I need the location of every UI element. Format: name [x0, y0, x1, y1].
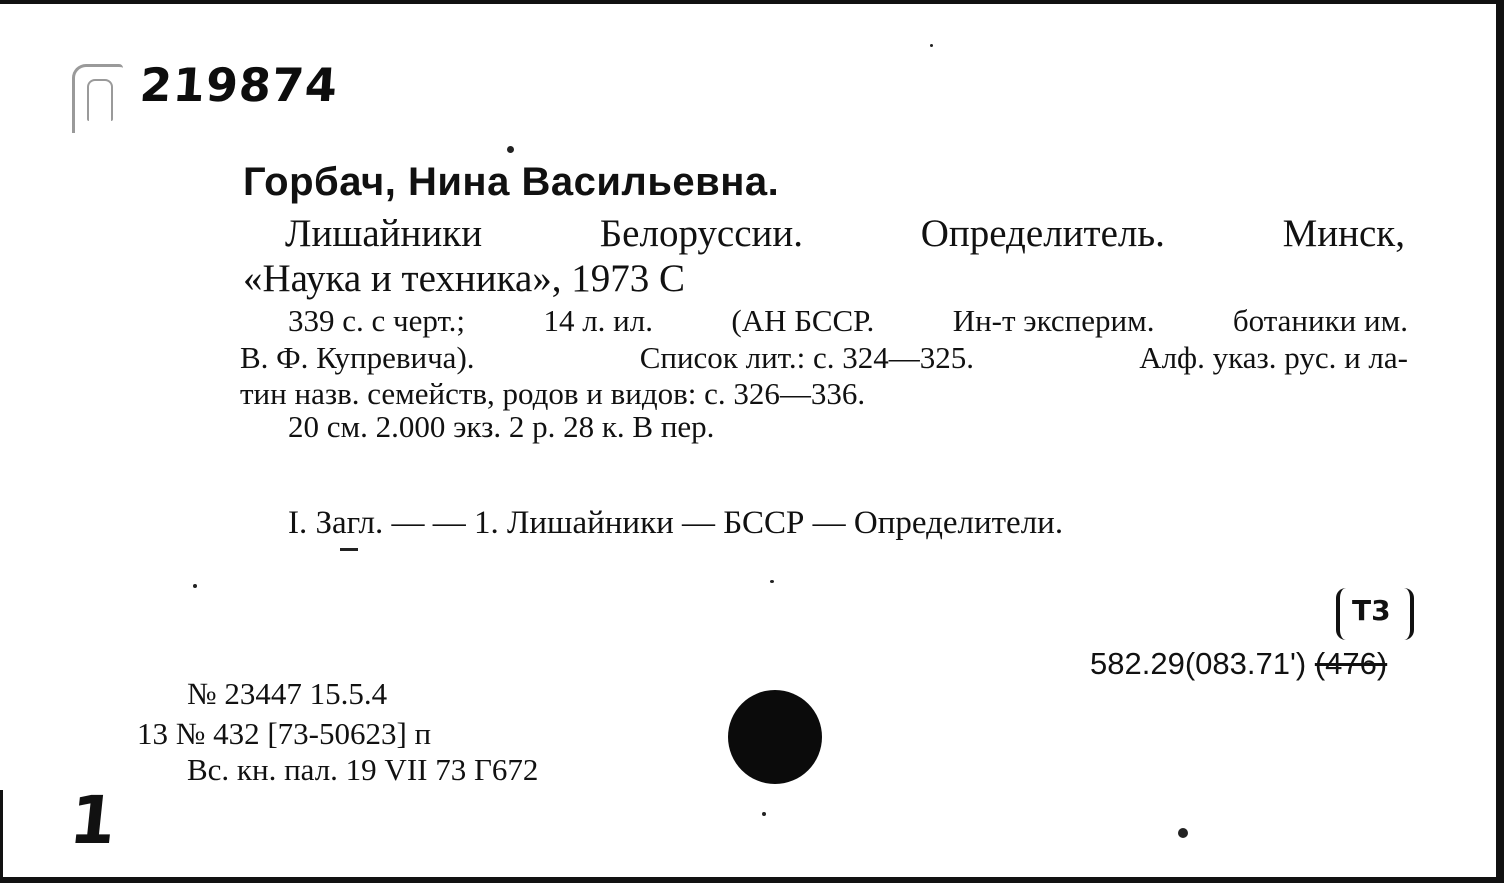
tz-handwritten-mark — [1336, 588, 1414, 640]
ink-dot — [770, 580, 774, 583]
library-stamp-mark — [72, 64, 123, 133]
punch-hole — [728, 690, 822, 784]
udc-classification — [1090, 646, 1387, 682]
description-line-1 — [288, 303, 1408, 339]
bottom-line-3: Вс. кн. пал. 19 VII 73 Г672 — [187, 752, 539, 787]
ink-dot — [507, 146, 514, 153]
description-segment: 14 л. ил. — [543, 303, 653, 338]
title-line-1 — [285, 211, 1405, 256]
ink-dot — [1178, 828, 1188, 838]
card-edge-left — [0, 790, 3, 883]
description-segment: Список лит.: с. 324—325. — [639, 340, 975, 375]
description-segment: 339 с. с черт.; — [288, 303, 466, 338]
udc-struck: (476) — [1314, 646, 1388, 681]
title-line-2: «Наука и техника», 1973 С — [243, 257, 686, 300]
inventory-number: 219874 — [138, 58, 340, 112]
title-word: Белоруссии. — [599, 212, 804, 255]
description-line-3: тин назв. семейств, родов и видов: с. 326—336. — [240, 376, 866, 411]
title-word: Минск, — [1282, 212, 1405, 255]
handwritten-corner-number: 1 — [65, 782, 120, 859]
description-segment: В. Ф. Купревича). — [240, 340, 475, 375]
tz-label: Т3 — [1352, 594, 1391, 627]
udc-main: 582.29(083.71') — [1090, 646, 1307, 681]
ink-dot — [930, 44, 933, 47]
description-segment: ботаники им. — [1232, 303, 1408, 338]
bottom-line-2: 13 № 432 [73-50623] п — [137, 716, 432, 751]
pencil-mark — [340, 548, 358, 551]
description-line-4: 20 см. 2.000 экз. 2 р. 28 к. В пер. — [288, 409, 715, 444]
bottom-line-1: № 23447 15.5.4 — [187, 676, 388, 711]
bracket-right — [1400, 588, 1414, 640]
description-segment: Ин-т эксперим. — [952, 303, 1155, 338]
card-edge-top — [0, 0, 1504, 4]
subject-tracing: I. Загл. — — 1. Лишайники — БССР — Определители. — [288, 505, 1064, 541]
card-edge-right — [1496, 0, 1504, 883]
ink-dot — [762, 812, 766, 816]
ink-dot — [193, 584, 197, 588]
card-edge-bottom — [0, 877, 1504, 883]
title-word: Определитель. — [920, 212, 1165, 255]
description-line-2 — [240, 340, 1408, 376]
author-heading: Горбач, Нина Васильевна. — [243, 160, 780, 204]
bracket-left — [1336, 588, 1350, 640]
description-segment: (АН БССР. — [731, 303, 875, 338]
title-word: Лишайники — [285, 212, 483, 255]
description-segment: Алф. указ. рус. и ла- — [1139, 340, 1408, 375]
